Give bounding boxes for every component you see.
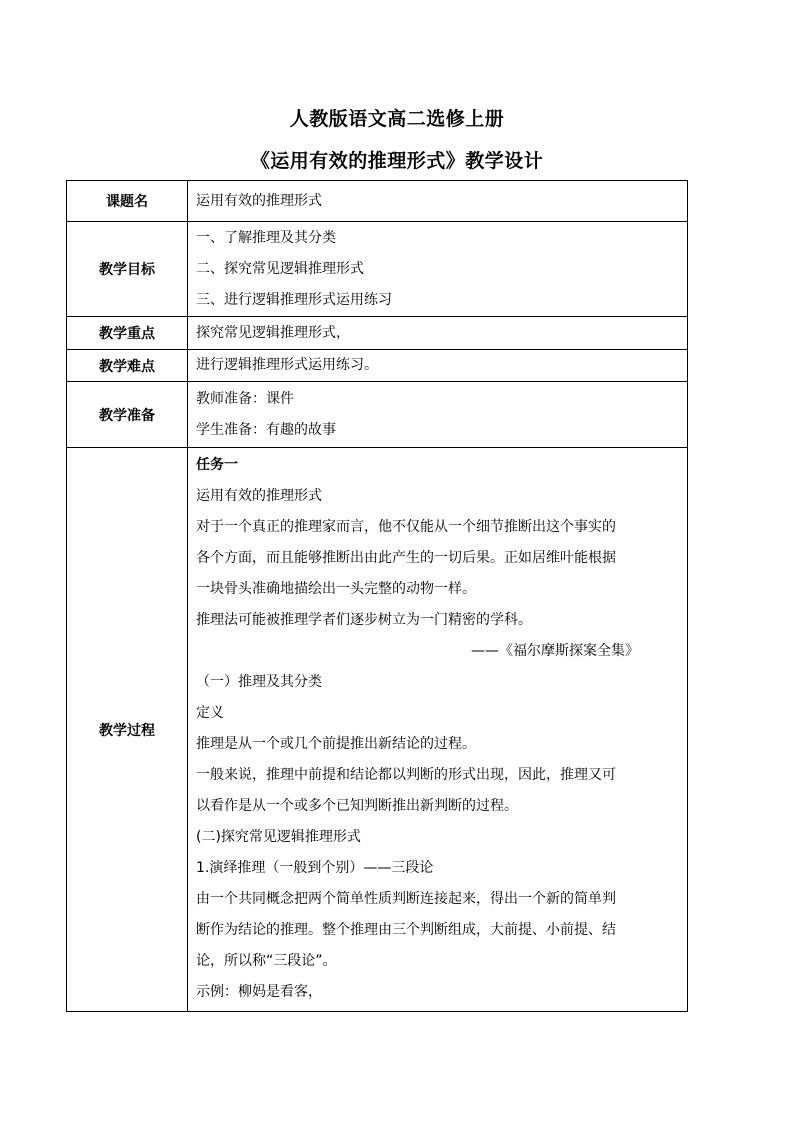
process-line: 各个方面，而且能够推断出由此产生的一切后果。正如居维叶能根据 (196, 550, 616, 566)
cell-goals (188, 222, 688, 317)
process-line: 推理法可能被推理学者们逐步树立为一门精密的学科。 (196, 612, 532, 628)
table-row-prep (67, 382, 688, 448)
process-line: 论，所以称“三段论”。 (196, 953, 337, 969)
table-row-topic (67, 181, 688, 222)
prep-item: 学生准备：有趣的故事 (196, 421, 336, 438)
table-row-goals (67, 222, 688, 317)
section-heading: （一）推理及其分类 (196, 674, 322, 690)
difficulty-text: 进行逻辑推理形式运用练习。 (196, 357, 378, 373)
process-line: 1.演绎推理（一般到个别）——三段论 (196, 860, 434, 876)
cell-process (188, 448, 688, 1012)
goal-item: 一、了解推理及其分类 (196, 229, 336, 246)
process-line: 断作为结论的推理。整个推理由三个判断组成，大前提、小前提、结 (196, 922, 616, 938)
cell-key (188, 317, 688, 350)
goal-item: 二、探究常见逻辑推理形式 (196, 260, 364, 277)
topic-text: 运用有效的推理形式 (196, 192, 322, 209)
table-row-key (67, 317, 688, 350)
cell-prep (188, 382, 688, 448)
process-line: 推理是从一个或几个前提推出新结论的过程。 (196, 736, 476, 752)
process-line: 运用有效的推理形式 (196, 488, 322, 504)
goal-item: 三、进行逻辑推理形式运用练习 (196, 291, 392, 308)
document-subtitle: 《运用有效的推理形式》教学设计 (250, 150, 544, 172)
section-heading: (二)探究常见逻辑推理形式 (196, 829, 361, 845)
label-topic: 课题名 (67, 181, 188, 222)
table-row-difficulty (67, 350, 688, 382)
key-text: 探究常见逻辑推理形式， (196, 324, 350, 341)
label-key: 教学重点 (67, 317, 188, 350)
process-line: 一块骨头准确地描绘出一头完整的动物一样。 (196, 581, 476, 597)
label-goals: 教学目标 (67, 222, 188, 317)
label-difficulty: 教学难点 (67, 350, 188, 382)
process-line: 一般来说，推理中前提和结论都以判断的形式出现，因此，推理又可 (196, 767, 616, 783)
prep-item: 教师准备：课件 (196, 390, 294, 407)
document-title: 人教版语文高二选修上册 (289, 108, 505, 130)
task-heading: 任务一 (196, 457, 238, 473)
process-line: 以看作是从一个或多个已知判断推出新判断的过程。 (196, 798, 518, 814)
label-process: 教学过程 (67, 448, 188, 1012)
label-prep: 教学准备 (67, 382, 188, 448)
lesson-plan-table (66, 180, 688, 1012)
process-line: 定义 (196, 705, 224, 721)
process-line: 示例：柳妈是看客， (196, 984, 322, 1000)
process-line: 对于一个真正的推理家而言，他不仅能从一个细节推断出这个事实的 (196, 519, 616, 535)
cell-difficulty (188, 350, 688, 382)
table-row-process (67, 448, 688, 1012)
cell-topic (188, 181, 688, 222)
process-line: 由一个共同概念把两个简单性质判断连接起来，得出一个新的简单判 (196, 891, 616, 907)
quote-source: ——《福尔摩斯探案全集》 (471, 643, 639, 659)
